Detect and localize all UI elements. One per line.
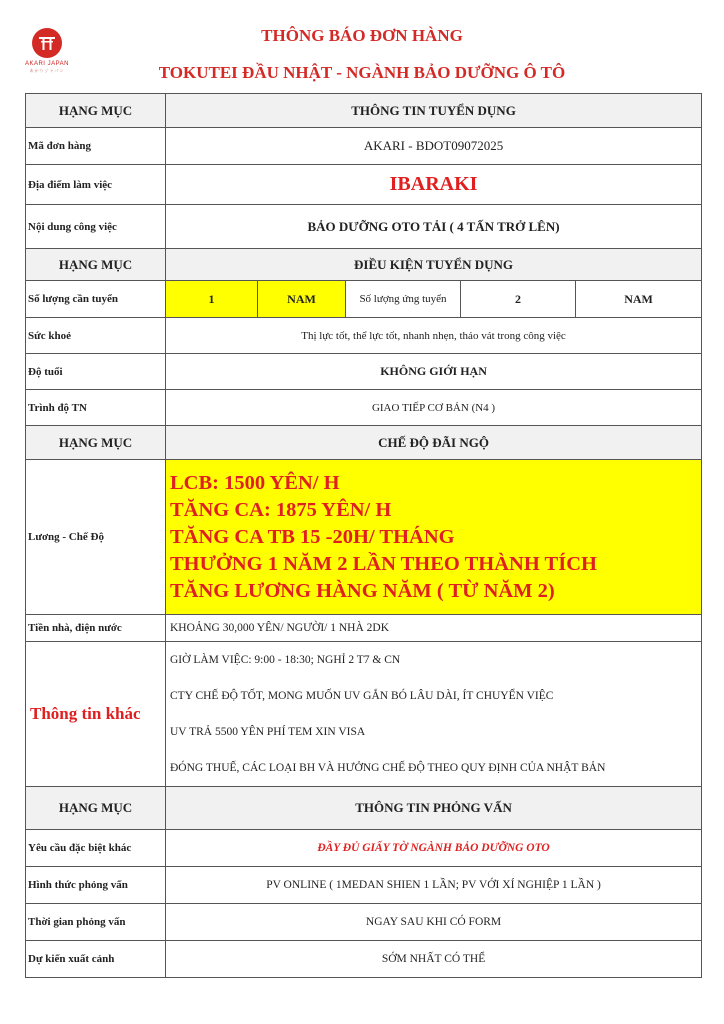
section-title: CHẾ ĐỘ ĐÃI NGỘ — [166, 426, 702, 460]
interview-form-value: PV ONLINE ( 1MEDAN SHIEN 1 LẦN; PV VỚI XÍ NGHIỆP 1 LẦN ) — [166, 867, 702, 904]
table-row — [26, 615, 702, 642]
row-label: Nội dung công việc — [26, 205, 166, 249]
other-info-line: CTY CHẾ ĐỘ TỐT, MONG MUỐN UV GẮN BÓ LÂU DÀI, ÍT CHUYỂN VIỆC — [170, 690, 554, 702]
row-label: Độ tuổi — [26, 354, 166, 390]
location-value: IBARAKI — [166, 165, 702, 205]
section-label: HẠNG MỤC — [26, 94, 166, 128]
salary-line: LCB: 1500 YÊN/ H — [170, 471, 340, 494]
other-info-line: UV TRẢ 5500 YÊN PHÍ TEM XIN VISA — [170, 726, 366, 738]
salary-line: TĂNG CA: 1875 YÊN/ H — [170, 498, 392, 521]
other-info-label: Thông tin khác — [26, 642, 166, 787]
other-info-line: ĐÓNG THUẾ, CÁC LOẠI BH VÀ HƯỞNG CHẾ ĐỘ THEO QUY ĐỊNH CỦA NHẬT BẢN — [170, 762, 606, 774]
row-label: Lương - Chế Độ — [26, 460, 166, 615]
page-subtitle: TOKUTEI ĐẦU NHẬT - NGÀNH BẢO DƯỠNG Ô TÔ — [158, 63, 566, 82]
section-title: THÔNG TIN PHỎNG VẤN — [166, 787, 702, 830]
page-title: THÔNG BÁO ĐƠN HÀNG — [261, 26, 463, 45]
interview-time-value: NGAY SAU KHI CÓ FORM — [166, 904, 702, 941]
section-title: THÔNG TIN TUYỂN DỤNG — [166, 94, 702, 128]
table-row — [26, 830, 702, 867]
logo-subtext: あかりジャパン — [29, 68, 65, 73]
table-row — [26, 390, 702, 426]
row-label: Mã đơn hàng — [26, 128, 166, 165]
other-info-lines — [166, 642, 702, 787]
health-value: Thị lực tốt, thể lực tốt, nhanh nhẹn, tháo vát trong công việc — [166, 318, 702, 354]
table-row — [26, 867, 702, 904]
table-row — [26, 281, 702, 318]
section-header-interview — [26, 787, 702, 830]
row-label: Dự kiến xuất cảnh — [26, 941, 166, 978]
row-label: Thời gian phỏng vấn — [26, 904, 166, 941]
special-requirement-value: ĐẦY ĐỦ GIẤY TỜ NGÀNH BẢO DƯỠNG OTO — [166, 830, 702, 867]
table-row — [26, 318, 702, 354]
quantity-count: 1 — [166, 281, 258, 318]
row-label: Địa điểm làm việc — [26, 165, 166, 205]
section-header-conditions — [26, 249, 702, 281]
salary-details — [166, 460, 702, 615]
other-info-line: GIỜ LÀM VIỆC: 9:00 - 18:30; NGHỈ 2 T7 & CN — [170, 654, 401, 666]
section-label: HẠNG MỤC — [26, 426, 166, 460]
row-label: Trình độ TN — [26, 390, 166, 426]
table-row — [26, 354, 702, 390]
row-label: Yêu cầu đặc biệt khác — [26, 830, 166, 867]
quantity-gender: NAM — [258, 281, 346, 318]
section-header-benefits — [26, 426, 702, 460]
table-row — [26, 904, 702, 941]
row-label: Số lượng cần tuyển — [26, 281, 166, 318]
table-row — [26, 128, 702, 165]
order-code-value: AKARI - BDOT09072025 — [166, 128, 702, 165]
table-row — [26, 460, 702, 615]
section-title: ĐIỀU KIỆN TUYỂN DỤNG — [166, 249, 702, 281]
row-label: Tiền nhà, điện nước — [26, 615, 166, 642]
order-info-table — [25, 93, 702, 978]
education-value: GIAO TIẾP CƠ BẢN (N4 ) — [166, 390, 702, 426]
job-description-value: BẢO DƯỠNG OTO TẢI ( 4 TẤN TRỞ LÊN) — [166, 205, 702, 249]
applicants-label: Số lượng ứng tuyển — [346, 281, 461, 318]
salary-line: TĂNG LƯƠNG HÀNG NĂM ( TỪ NĂM 2) — [170, 579, 555, 602]
applicants-gender: NAM — [576, 281, 702, 318]
departure-value: SỚM NHẤT CÓ THỂ — [166, 941, 702, 978]
section-label: HẠNG MỤC — [26, 787, 166, 830]
section-label: HẠNG MỤC — [26, 249, 166, 281]
salary-line: THƯỞNG 1 NĂM 2 LẦN THEO THÀNH TÍCH — [170, 552, 597, 575]
section-header-recruitment — [26, 94, 702, 128]
table-row — [26, 642, 702, 787]
table-row — [26, 205, 702, 249]
housing-value: KHOẢNG 30,000 YÊN/ NGƯỜI/ 1 NHÀ 2DK — [166, 615, 702, 642]
logo-text: AKARI JAPAN — [24, 61, 70, 67]
row-label: Hình thức phỏng vấn — [26, 867, 166, 904]
age-value: KHÔNG GIỚI HẠN — [166, 354, 702, 390]
salary-line: TĂNG CA TB 15 -20H/ THÁNG — [170, 525, 455, 548]
table-row — [26, 165, 702, 205]
applicants-count: 2 — [461, 281, 576, 318]
document-header — [0, 0, 724, 93]
row-label: Sức khoẻ — [26, 318, 166, 354]
table-row — [26, 941, 702, 978]
